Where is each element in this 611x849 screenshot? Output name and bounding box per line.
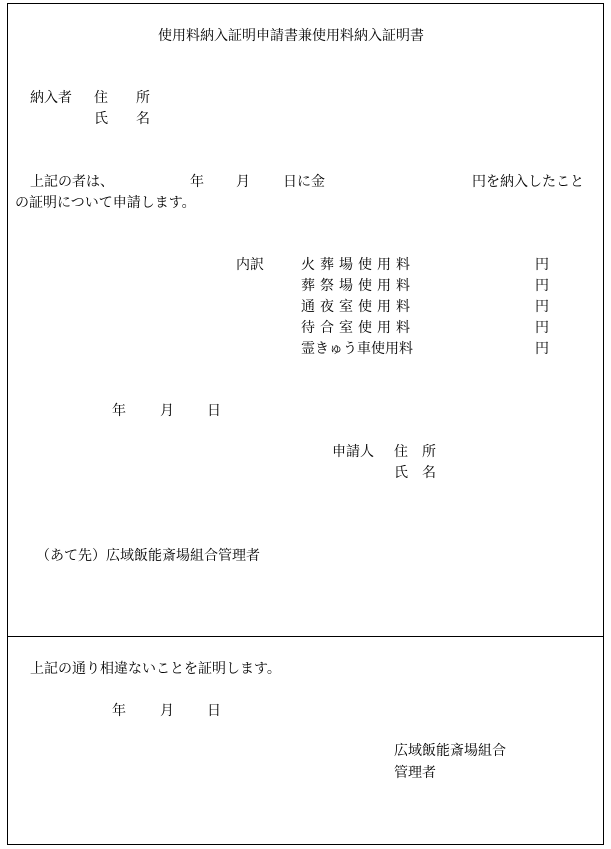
breakdown-yen: 円 xyxy=(535,299,549,315)
cert-role: 管理者 xyxy=(394,765,436,781)
breakdown-yen: 円 xyxy=(535,278,549,294)
statement-lead: 上記の者は、 xyxy=(30,174,114,190)
statement-year: 年 xyxy=(190,174,204,190)
breakdown-yen: 円 xyxy=(535,341,549,357)
cert-organization: 広域飯能斎場組合 xyxy=(394,743,506,759)
breakdown-yen: 円 xyxy=(535,257,549,273)
statement-yen-tail: 円を納入したこと xyxy=(472,174,584,190)
document-title: 使用料納入証明申請書兼使用料納入証明書 xyxy=(158,28,424,44)
cert-date-year: 年 xyxy=(112,703,126,719)
applicant-name-label: 氏 名 xyxy=(394,465,436,481)
date-day: 日 xyxy=(207,403,221,419)
breakdown-yen: 円 xyxy=(535,320,549,336)
statement-month: 月 xyxy=(236,174,250,190)
certification-statement: 上記の通り相違ないことを証明します。 xyxy=(30,661,281,677)
breakdown-item-wake-room: 通夜室使用料 xyxy=(301,299,415,315)
cert-date-month: 月 xyxy=(160,703,174,719)
addressee: （あて先）広域飯能斎場組合管理者 xyxy=(36,548,260,564)
applicant-address-label: 住 所 xyxy=(394,444,436,460)
breakdown-label: 内訳 xyxy=(236,257,264,273)
payer-address-label: 住 所 xyxy=(94,90,150,106)
breakdown-item-waiting-room: 待合室使用料 xyxy=(301,320,415,336)
statement-day-money: 日に金 xyxy=(283,174,325,190)
date-year: 年 xyxy=(112,403,126,419)
breakdown-item-hearse: 霊きゅう車使用料 xyxy=(301,341,413,357)
payer-name-label: 氏 名 xyxy=(94,111,150,127)
applicant-label: 申請人 xyxy=(332,444,374,460)
payer-label: 納入者 xyxy=(30,90,72,106)
breakdown-item-funeral-hall: 葬祭場使用料 xyxy=(301,278,415,294)
statement-line2: の証明について申請します。 xyxy=(15,195,196,211)
cert-date-day: 日 xyxy=(207,703,221,719)
breakdown-item-cremation: 火葬場使用料 xyxy=(301,257,415,273)
date-month: 月 xyxy=(160,403,174,419)
